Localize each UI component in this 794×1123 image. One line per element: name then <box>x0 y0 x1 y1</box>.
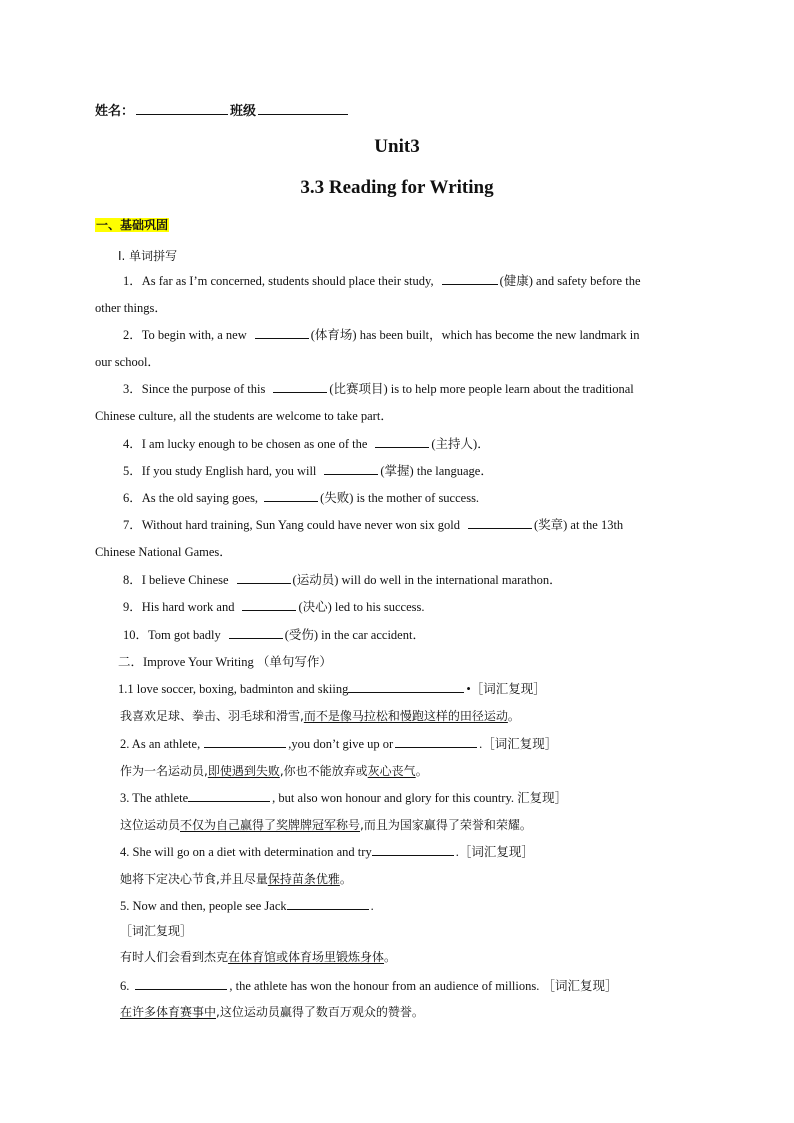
sentence-5-cn-target: 在体育馆或体育场里锻炼身体 <box>228 950 385 964</box>
question-4-hint: (主持人)． <box>431 437 490 451</box>
sentence-2-cn-target-a: 即使遇到失败 <box>207 764 280 778</box>
question-1-line-a <box>123 272 699 290</box>
question-3-line-b: Chinese culture, all the students are welcome to take part． <box>95 409 393 423</box>
question-1-hint: (健康) and safety before the <box>499 274 641 288</box>
question-10-line <box>123 626 699 644</box>
question-10-text: 10．Tom got badly <box>123 628 221 642</box>
answer-blank-4[interactable] <box>375 435 429 448</box>
sentence-4-blank[interactable] <box>372 843 454 856</box>
sentence-2-tag: .［词汇复现］ <box>479 737 558 751</box>
sentence-5-end: . <box>370 899 374 913</box>
question-10-hint: (受伤) in the car accident． <box>284 628 425 642</box>
unit-title: Unit3 <box>374 136 420 157</box>
sentence-5-cn-text: 有时人们会看到杰克 <box>120 950 229 964</box>
sentence-6-chinese <box>120 1003 699 1021</box>
question-6-hint: (失败) is the mother of success. <box>320 491 480 505</box>
question-9-hint: (决心) led to his success. <box>298 600 425 614</box>
answer-blank-8[interactable] <box>237 571 291 584</box>
question-2-text: 2．To begin with, a new <box>123 328 247 342</box>
sentence-4-cn-end: 。 <box>339 872 352 886</box>
lesson-title: 3.3 Reading for Writing <box>300 177 494 198</box>
sentence-2-blank-b[interactable] <box>395 735 477 748</box>
question-2-line-b: our school． <box>95 355 160 369</box>
sentence-4-english <box>120 843 699 861</box>
sentence-5-blank[interactable] <box>287 897 369 910</box>
question-7-text: 7．Without hard training, Sun Yang could have never won six gold <box>123 518 460 532</box>
sentence-3-text-b: , but also won honour and glory for this country. 汇复现］ <box>272 791 568 805</box>
sentence-3-text-a: 3. The athlete <box>120 791 189 805</box>
sentence-6-blank[interactable] <box>135 977 227 990</box>
section2-heading: 二．Improve Your Writing （单句写作） <box>118 655 332 669</box>
sentence-1-cn-end: 。 <box>507 709 520 723</box>
sentence-2-cn-text-a: 作为一名运动员, <box>120 764 208 778</box>
section1-subheading: I. 单词拼写 <box>118 249 178 263</box>
answer-blank-2[interactable] <box>255 326 309 339</box>
question-3-hint: (比赛项目) is to help more people learn about the traditional <box>329 382 634 396</box>
question-9-text: 9．His hard work and <box>123 600 235 614</box>
sentence-2-english <box>120 735 699 753</box>
sentence-5-english <box>120 897 699 915</box>
sentence-1-text: 1.1 love soccer, boxing, badminton and skiing <box>118 682 349 696</box>
sentence-3-cn-target: 不仅为自己赢得了奖牌牌冠军称号 <box>180 818 361 832</box>
question-8-hint: (运动员) will do well in the international marathon． <box>292 573 562 587</box>
answer-blank-1[interactable] <box>442 272 498 285</box>
sentence-2-text-b: ,you don’t give up or <box>288 737 394 751</box>
sentence-6-english <box>120 977 699 995</box>
sentence-2-text-a: 2. As an athlete, <box>120 737 201 751</box>
question-5-hint: (掌握) the language． <box>380 464 493 478</box>
answer-blank-3[interactable] <box>273 380 327 393</box>
sentence-1-chinese <box>120 707 699 725</box>
student-info-line <box>95 102 699 121</box>
answer-blank-7[interactable] <box>468 516 532 529</box>
class-label: 班级 <box>230 104 257 119</box>
question-8-line <box>123 571 699 589</box>
question-7-line-b: Chinese National Games． <box>95 545 232 559</box>
question-6-text: 6．As the old saying goes, <box>123 491 259 505</box>
question-7-line-a <box>123 516 699 534</box>
sentence-2-cn-text-b: ,你也不能放弃或 <box>279 764 368 778</box>
sentence-5-chinese <box>120 948 699 966</box>
sentence-6-num: 6. <box>120 979 130 993</box>
sentence-4-cn-target: 保持苗条优雅 <box>267 872 340 886</box>
question-3-text: 3．Since the purpose of this <box>123 382 266 396</box>
sentence-3-cn-text-a: 这位运动员 <box>120 818 181 832</box>
section1-heading: 一、基础巩固 <box>96 218 169 232</box>
question-1-text: 1．As far as I’m concerned, students should place their study, <box>123 274 434 288</box>
sentence-5-tag: ［词汇复现］ <box>120 924 193 938</box>
question-6-line <box>123 489 699 507</box>
sentence-3-chinese <box>120 816 699 834</box>
question-4-text: 4．I am lucky enough to be chosen as one of the <box>123 437 368 451</box>
question-7-hint: (奖章) at the 13th <box>533 518 624 532</box>
question-1-line-b: other things． <box>95 301 167 315</box>
sentence-2-chinese <box>120 762 699 780</box>
sentence-2-cn-end: 。 <box>415 764 428 778</box>
answer-blank-6[interactable] <box>264 489 318 502</box>
question-5-line <box>123 462 699 480</box>
sentence-6-text: , the athlete has won the honour from an audience of millions. ［词汇复现］ <box>229 979 618 993</box>
sentence-6-cn-text: ,这位运动员赢得了数百万观众的赞誉。 <box>216 1005 424 1019</box>
sentence-3-english <box>120 789 699 807</box>
name-field[interactable] <box>136 102 228 115</box>
class-field[interactable] <box>258 102 348 115</box>
sentence-2-cn-target-b: 灰心丧气 <box>367 764 416 778</box>
sentence-5-text: 5. Now and then, people see Jack <box>120 899 287 913</box>
question-2-hint: (体育场) has been built，which has become the new landmark in <box>310 328 640 342</box>
question-2-line-a <box>123 326 699 344</box>
answer-blank-10[interactable] <box>229 626 283 639</box>
sentence-1-english <box>118 680 699 698</box>
question-5-text: 5．If you study English hard, you will <box>123 464 317 478</box>
answer-blank-5[interactable] <box>324 462 378 475</box>
sentence-4-chinese <box>120 870 699 888</box>
sentence-3-blank[interactable] <box>188 789 270 802</box>
section1-heading-line <box>95 216 699 234</box>
question-9-line <box>123 598 699 616</box>
sentence-1-blank[interactable] <box>348 680 464 693</box>
question-3-line-a <box>123 380 699 398</box>
sentence-4-text: 4. She will go on a diet with determination and try <box>120 845 372 859</box>
sentence-6-cn-target: 在许多体育赛事中 <box>120 1005 217 1019</box>
sentence-4-cn-text: 她将下定决心节食,并且尽量 <box>120 872 268 886</box>
sentence-2-blank-a[interactable] <box>204 735 286 748</box>
sentence-1-tag: •［词汇复现］ <box>466 682 546 696</box>
sentence-3-cn-text-b: ,而且为国家赢得了荣誉和荣耀。 <box>360 818 532 832</box>
name-label: 姓名： <box>95 104 135 119</box>
question-8-text: 8．I believe Chinese <box>123 573 229 587</box>
question-4-line <box>123 435 699 453</box>
answer-blank-9[interactable] <box>242 598 296 611</box>
sentence-4-tag: .［词汇复现］ <box>455 845 534 859</box>
sentence-5-cn-end: 。 <box>384 950 397 964</box>
sentence-1-cn-text: 我喜欢足球、拳击、羽毛球和滑雪, <box>120 709 304 723</box>
sentence-1-cn-target: 而不是像马拉松和慢跑这样的田径运动 <box>303 709 508 723</box>
